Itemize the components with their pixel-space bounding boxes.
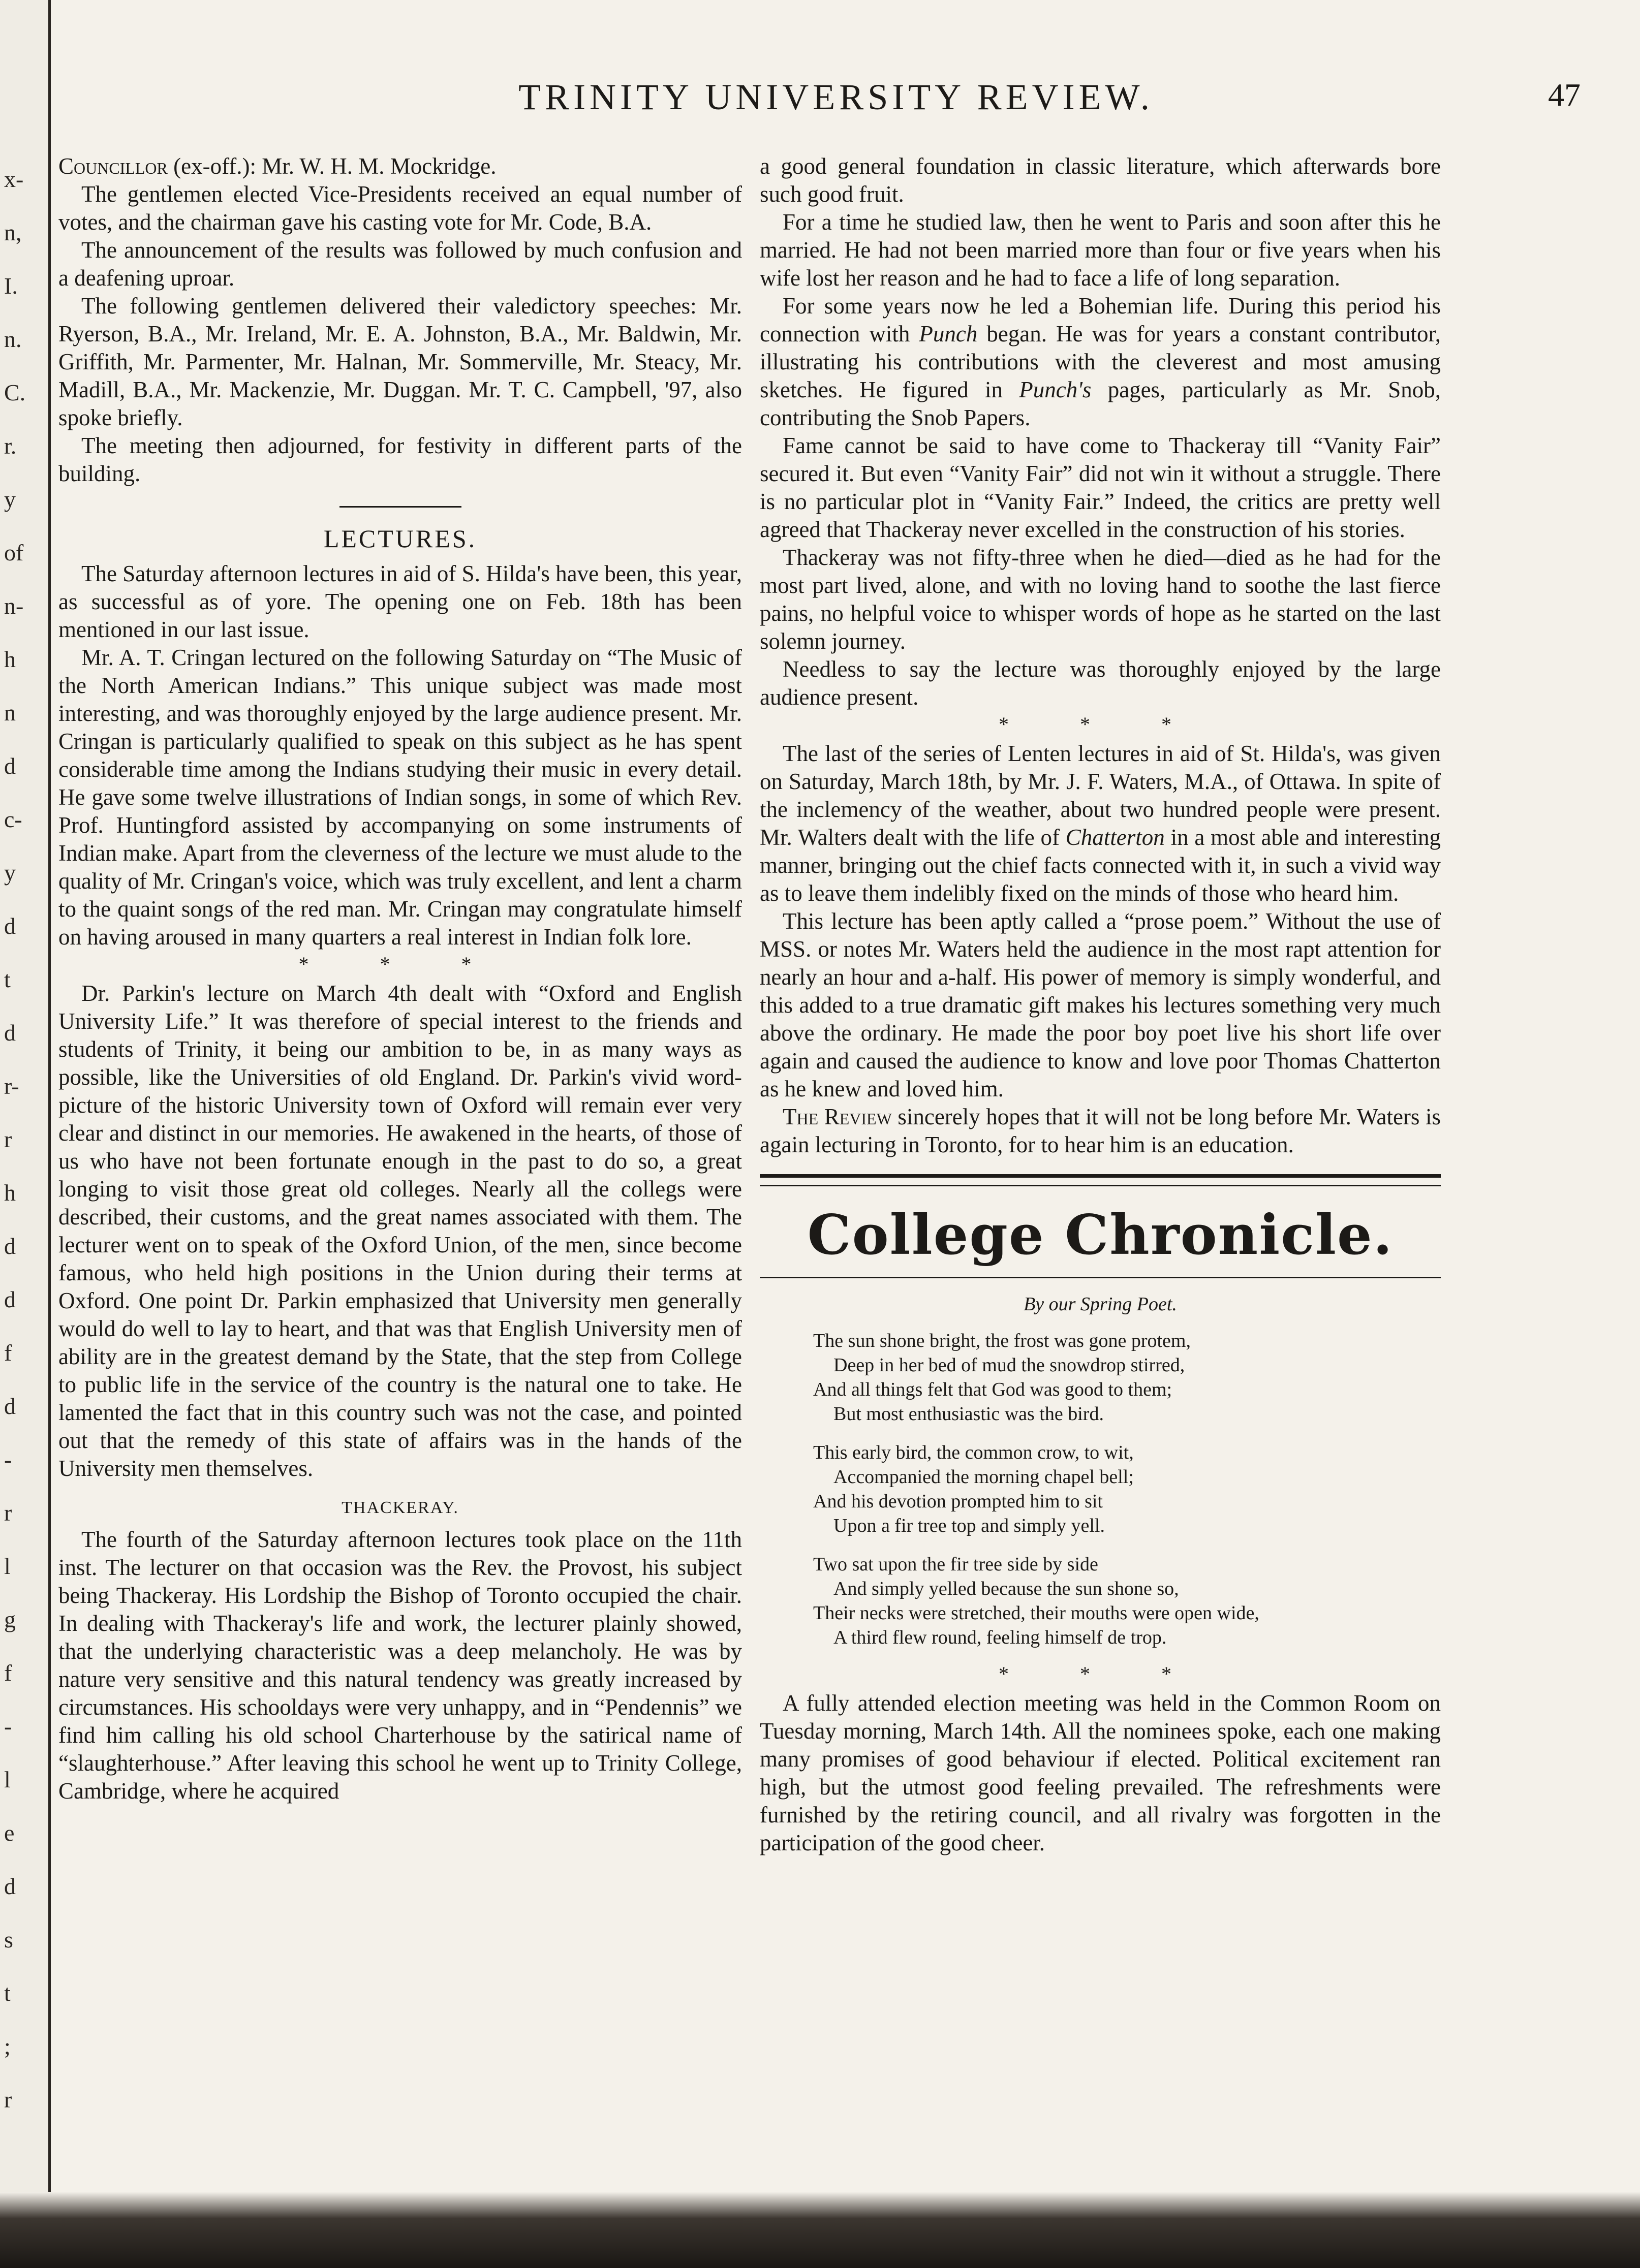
- poem-line: A third flew round, feeling himself de trop.: [833, 1627, 1167, 1648]
- adjacent-page-edge: [0, 0, 51, 2268]
- paragraph: The Saturday afternoon lectures in aid of S. Hilda's have been, this year, as successful as of yore. The opening one on Feb. 18th has been mentioned in our last issue.: [58, 561, 742, 642]
- text-run: The last of the series of Lenten lectures in aid of St. Hilda's, was given on Saturday, March 18th, by Mr. J. F. Waters, M.A., of Ottawa. In spite of the inclemency of the weather, about two hundred people were present. Mr. Walters dealt with the life of: [760, 741, 1441, 850]
- edge-fragment: l: [4, 1553, 11, 1579]
- section-double-rule: [760, 1174, 1441, 1186]
- paragraph: [760, 1103, 1441, 1159]
- edge-fragment: r-: [4, 1073, 19, 1099]
- edge-fragment: d: [4, 1020, 16, 1046]
- thackeray-heading: THACKERAY.: [342, 1498, 459, 1517]
- edge-fragment: f: [4, 1660, 12, 1686]
- edge-fragment: d: [4, 913, 16, 939]
- page-title: TRINITY UNIVERSITY REVIEW.: [518, 77, 1154, 117]
- text-run: pages, particularly as Mr. Snob, contributing the Snob Papers.: [760, 377, 1441, 430]
- paragraph: This lecture has been aptly called a “prose poem.” Without the use of MSS. or notes Mr. Waters held the audience in the most rapt attention for nearly an hour and a-half. His power of memory is simply wonderful, and this added to a true dramatic gift makes his lectures something very much above the ordinary. He made the poor boy poet live his short life over again and caused the audience to know and love poor Thomas Chatterton as he knew and loved him.: [760, 908, 1441, 1101]
- edge-fragment: I.: [4, 273, 18, 299]
- paragraph: The gentlemen elected Vice-Presidents received an equal number of votes, and the chairman gave his casting vote for Mr. Code, B.A.: [58, 181, 742, 235]
- councillor-line: [58, 152, 742, 180]
- paragraph: Fame cannot be said to have come to Thackeray till “Vanity Fair” secured it. But even “Vanity Fair” did not win it without a struggle. There is no particular plot in “Vanity Fair.” Indeed, the critics are pretty well agreed that Thackeray never excelled in the construction of his stories.: [760, 433, 1441, 542]
- star: *: [999, 1662, 1039, 1685]
- section-divider: [760, 1277, 1441, 1278]
- edge-fragment: n.: [4, 326, 22, 352]
- left-column: [58, 152, 742, 1805]
- poem-line: Two sat upon the fir tree side by side: [813, 1554, 1098, 1575]
- edge-fragment: n,: [4, 219, 22, 245]
- paragraph: a good general foundation in classic literature, which afterwards bore such good fruit.: [760, 153, 1441, 207]
- councillor-label: Councillor: [58, 153, 168, 179]
- edge-fragment: d: [4, 753, 16, 779]
- star: *: [999, 713, 1039, 736]
- paragraph: [760, 740, 1441, 907]
- poem-byline: By our Spring Poet.: [1024, 1294, 1177, 1315]
- edge-fragment: x-: [4, 166, 24, 192]
- paragraph: The fourth of the Saturday afternoon lectures took place on the 11th inst. The lecturer on that occasion was the Rev. the Provost, his subject being Thackeray. His Lordship the Bishop of Toronto occupied the chair. In dealing with Thackeray's life and work, the lecturer plainly showed, that the underlying characteristic was a deep melancholy. He was by nature very sensitive and this natural tendency was greatly increased by circumstances. His schooldays were very unhappy, and in “Pendennis” we find him calling his old school Charterhouse by the satirical name of “slaughterhouse.” After leaving this school he went up to Trinity College, Cambridge, where he acquired: [58, 1527, 742, 1804]
- review-label: The Review: [783, 1104, 892, 1129]
- page-bottom-shadow: [0, 2192, 1640, 2268]
- star: *: [1161, 713, 1202, 736]
- punch-title: Punch: [919, 321, 978, 346]
- poem-line: Deep in her bed of mud the snowdrop stirred,: [833, 1354, 1185, 1376]
- text-run: began. He was for years a constant contributor, illustrating his contributions with the cleverest and most amusing sketches. He figured in: [760, 321, 1441, 402]
- paragraph: A fully attended election meeting was held in the Common Room on Tuesday morning, March 14th. All the nominees spoke, each one making many promises of good behaviour if elected. Political excitement ran high, but the utmost good feeling prevailed. The refreshments were furnished by the retiring council, and all rivalry was forgotten in the participation of the good cheer.: [760, 1690, 1441, 1855]
- star: *: [461, 953, 502, 975]
- poem-line: Their necks were stretched, their mouths were open wide,: [813, 1602, 1259, 1624]
- edge-fragment: y: [4, 486, 16, 512]
- edge-fragment: C.: [4, 380, 26, 405]
- star: *: [1080, 1662, 1121, 1685]
- poem-line: The sun shone bright, the frost was gone protem,: [813, 1330, 1191, 1351]
- edge-fragment: l: [4, 1767, 11, 1792]
- edge-fragment: r: [4, 1500, 12, 1526]
- paragraph: The announcement of the results was followed by much confusion and a deafening uproar.: [58, 237, 742, 291]
- star: *: [380, 953, 421, 975]
- poem-line: But most enthusiastic was the bird.: [833, 1403, 1104, 1425]
- paragraph: The following gentlemen delivered their valedictory speeches: Mr. Ryerson, B.A., Mr. Ireland, Mr. E. A. Johnston, B.A., Mr. Baldwin, Mr. Griffith, Mr. Parmenter, Mr. Halnan, Mr. Sommerville, Mr. Steacy, Mr. Madill, B.A., Mr. Mackenzie, Mr. Duggan. Mr. T. C. Campbell, '97, also spoke briefly.: [58, 293, 742, 430]
- text-run: For some years now he led a Bohemian life. During this period his connection with: [760, 293, 1441, 346]
- edge-fragment: n: [4, 700, 16, 726]
- edge-fragment: g: [4, 1606, 16, 1632]
- paragraph: For a time he studied law, then he went to Paris and soon after this he married. He had not been married more than four or five years when his wife lost her reason and he had to face a life of long separation.: [760, 209, 1441, 291]
- asterism: [760, 714, 1441, 735]
- edge-fragment: d: [4, 1393, 16, 1419]
- poem-line: Upon a fir tree top and simply yell.: [833, 1515, 1105, 1536]
- poem-line: Accompanied the morning chapel bell;: [833, 1466, 1134, 1488]
- poem-line: And simply yelled because the sun shone so,: [833, 1578, 1179, 1599]
- poem-stanza: [813, 1552, 1441, 1650]
- edge-fragment: e: [4, 1820, 15, 1846]
- paragraph: [760, 292, 1441, 432]
- edge-fragment: t: [4, 966, 11, 992]
- edge-fragment: d: [4, 1286, 16, 1312]
- edge-fragment: h: [4, 1180, 16, 1206]
- college-chronicle-heading: College Chronicle.: [807, 1203, 1394, 1267]
- section-divider: [339, 506, 461, 508]
- text-run: sincerely hopes that it will not be long before Mr. Waters is again lecturing in Toronto, for to hear him is an education.: [760, 1104, 1441, 1157]
- poem-stanza: [813, 1329, 1441, 1426]
- edge-fragment: h: [4, 646, 16, 672]
- edge-fragment: c-: [4, 806, 22, 832]
- star: *: [1080, 713, 1121, 736]
- edge-fragment: -: [4, 1446, 12, 1472]
- chatterton-title: Chatterton: [1065, 825, 1165, 850]
- edge-fragment: t: [4, 1980, 11, 2006]
- councillor-text: (ex-off.): Mr. W. H. M. Mockridge.: [167, 153, 497, 179]
- edge-fragment: ;: [4, 2033, 11, 2059]
- poem-line: This early bird, the common crow, to wit,: [813, 1442, 1134, 1463]
- text-run: in a most able and interesting manner, bringing out the chief facts connected with it, in such a vivid way as to leave them indelibly fixed on the minds of those who heard him.: [760, 825, 1441, 906]
- edge-fragment: d: [4, 1233, 16, 1259]
- edge-fragment: r: [4, 2087, 12, 2113]
- edge-fragment: n-: [4, 593, 24, 619]
- asterism: [760, 1664, 1441, 1684]
- edge-fragment: r: [4, 1126, 12, 1152]
- poem-line: And all things felt that God was good to them;: [813, 1379, 1172, 1400]
- star: *: [298, 953, 339, 975]
- poem: [813, 1329, 1441, 1650]
- edge-fragment: d: [4, 1873, 16, 1899]
- edge-fragment: -: [4, 1713, 12, 1739]
- paragraph: Needless to say the lecture was thoroughly enjoyed by the large audience present.: [760, 656, 1441, 710]
- poem-line: And his devotion prompted him to sit: [813, 1491, 1103, 1512]
- asterism: [58, 954, 742, 974]
- edge-fragment: s: [4, 1927, 13, 1952]
- edge-fragment: y: [4, 860, 16, 886]
- page-number: 47: [1548, 77, 1581, 113]
- paragraph: Mr. A. T. Cringan lectured on the following Saturday on “The Music of the North American Indians.” This unique subject was made most interesting, and was thoroughly enjoyed by the large audience present. Mr. Cringan is particularly qualified to speak on this subject as he has spent considerable time among the Indians studying their music in every detail. He gave some twelve illustrations of Indian songs, in some of which Rev. Prof. Huntingford assisted by accompanying on some instruments of Indian make. Apart from the cleverness of the lecture we must alude to the quality of Mr. Cringan's voice, which was truly excellent, and lent a charm to the quaint songs of the red man. Mr. Cringan may congratulate himself on having aroused in many quarters a real interest in Indian folk lore.: [58, 645, 742, 950]
- star: *: [1161, 1662, 1202, 1685]
- edge-fragment: r.: [4, 433, 17, 459]
- page-header: [71, 56, 1601, 117]
- paragraph: The meeting then adjourned, for festivity in different parts of the building.: [58, 433, 742, 486]
- punchs-title: Punch's: [1019, 377, 1092, 402]
- paragraph: Thackeray was not fifty-three when he died—died as he had for the most part lived, alone, and with no loving hand to soothe the last fierce pains, no helpful voice to whisper words of hope as he started on the last solemn journey.: [760, 545, 1441, 654]
- paragraph: Dr. Parkin's lecture on March 4th dealt with “Oxford and English University Life.” It was therefore of special interest to the friends and students of Trinity, it being our ambition to be, in as many ways as possible, like the Universities of old England. Dr. Parkin's vivid word-picture of the historic University town of Oxford will remain ever very clear and distinct in our memories. He awakened in the hearts, of those of us who have not been fortunate enough in the past to do so, a great longing to visit those great old colleges. Nearly all the collegs were described, their customs, and the great names associated with them. The lecturer went on to speak of the Oxford Union, of the men, since become famous, who held high positions in the Union during their terms at Oxford. One point Dr. Parkin emphasized that University men generally would do well to lay to heart, and that was that English University men of ability are in the greatest demand by the State, that the step from College to public life in the service of the country is the natural one to take. He lamented the fact that in this country such was not the case, and pointed out that the remedy of this state of affairs was in the hands of the University men themselves.: [58, 981, 742, 1481]
- poem-stanza: [813, 1440, 1441, 1538]
- lectures-heading: LECTURES.: [323, 524, 477, 553]
- edge-fragment: f: [4, 1340, 12, 1366]
- edge-fragment: of: [4, 540, 24, 565]
- right-column: [760, 152, 1441, 1857]
